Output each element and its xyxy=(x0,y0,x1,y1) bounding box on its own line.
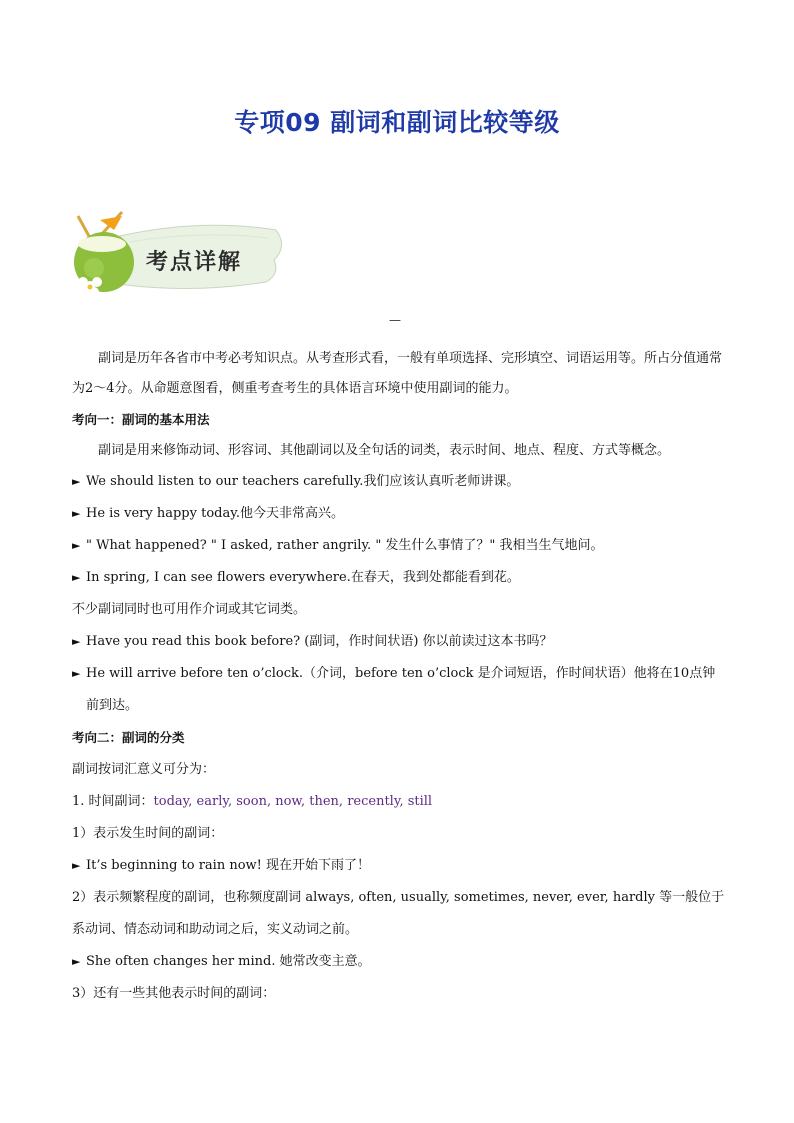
section1-heading: 考向一：副词的基本用法 xyxy=(72,412,210,427)
arrow-icon: ► xyxy=(72,475,81,488)
arrow-icon: ► xyxy=(72,955,81,968)
example-item: ► Have you read this book before? (副词，作时间状语) 你以前读过这本书吗？ xyxy=(72,626,726,658)
section1-definition: 副词是用来修饰动词、形容词、其他副词以及全句话的词类，表示时间、地点、程度、方式等概念。 xyxy=(98,443,671,458)
page-title: 专项09 副词和副词比较等级 xyxy=(234,108,560,137)
example-item: ► She often changes her mind. 她常改变主意。 xyxy=(72,946,726,978)
arrow-icon: ► xyxy=(72,571,81,584)
example-item: ► It’s beginning to rain now! 现在开始下雨了！ xyxy=(72,850,726,882)
example-item: ► He will arrive before ten o’clock.（介词，before ten o’clock 是介词短语，作时间状语）他将在10点钟前到达。 xyxy=(72,658,726,722)
time-adverbs-words: today, early, soon, now, then, recently, still xyxy=(153,794,433,809)
divider-dash: — xyxy=(389,313,401,327)
example-item: ► We should listen to our teachers carefully.我们应该认真听老师讲课。 xyxy=(72,466,726,498)
sub-item-2: 2）表示频繁程度的副词，也称频度副词 always, often, usually, sometimes, never, ever, hardly 等一般位于系动词、情态动词和助动词之后，实义动词之前。 xyxy=(72,890,725,937)
arrow-icon: ► xyxy=(72,507,81,520)
section2-heading: 考向二：副词的分类 xyxy=(72,730,185,745)
intro-paragraph: 副词是历年各省市中考必考知识点。从考查形式看，一般有单项选择、完形填空、词语运用等。所占分值通常为2～4分。从命题意图看，侧重考查考生的具体语言环境中使用副词的能力。 xyxy=(72,351,723,396)
sub-item-3: 3）还有一些其他表示时间的副词： xyxy=(72,986,276,1001)
arrow-icon: ► xyxy=(72,635,81,648)
arrow-icon: ► xyxy=(72,859,81,872)
time-adverbs-item: 1. 时间副词：today, early, soon, now, then, recently, still xyxy=(72,794,433,809)
section1-note: 不少副词同时也可用作介词或其它词类。 xyxy=(72,602,307,617)
example-item: ► " What happened? " I asked, rather angrily. " 发生什么事情了？" 我相当生气地问。 xyxy=(72,530,726,562)
sub-item-1: 1）表示发生时间的副词： xyxy=(72,826,224,841)
example-item: ► In spring, I can see flowers everywhere.在春天，我到处都能看到花。 xyxy=(72,562,726,594)
arrow-icon: ► xyxy=(72,667,81,680)
section2-intro: 副词按词汇意义可分为： xyxy=(72,762,216,777)
content xyxy=(72,344,726,1010)
example-item: ► He is very happy today.他今天非常高兴。 xyxy=(72,498,726,530)
arrow-icon: ► xyxy=(72,539,81,552)
badge-label: 考点详解 xyxy=(146,250,243,275)
